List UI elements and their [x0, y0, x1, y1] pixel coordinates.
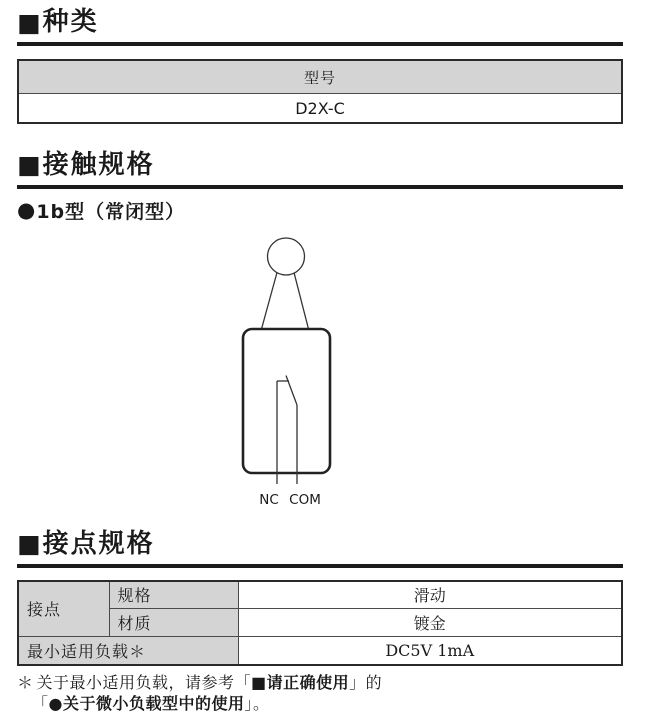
model-value: D2X-C [18, 94, 622, 123]
neck-left-line [262, 272, 278, 329]
section-title-text: 种类 [42, 7, 99, 37]
black-square-icon: ■ [17, 150, 41, 180]
spec-row-value: 滑动 [238, 581, 622, 609]
material-row-label: 材质 [109, 609, 238, 637]
section-title-contact-point-spec [17, 530, 623, 568]
table-row [18, 581, 622, 609]
com-label: COM [289, 491, 321, 508]
model-table [17, 59, 623, 124]
table-row [18, 637, 622, 665]
referenced-section-name: ■请正确使用 [251, 672, 350, 692]
min-load-value: DC5V 1mA [238, 637, 622, 665]
subsection-text: 1b型（常闭型） [36, 200, 186, 223]
switch-body [243, 329, 330, 473]
switch-circuit-diagram [230, 234, 400, 510]
plunger-circle [268, 238, 305, 275]
section-title-types [17, 8, 623, 46]
bullet-icon: ● [17, 198, 36, 223]
black-square-icon: ■ [17, 7, 41, 37]
section-title-text: 接点规格 [42, 528, 155, 559]
normally-closed-switch-drawing [230, 234, 400, 510]
section-title-contact-spec [17, 151, 623, 189]
table-row [18, 60, 622, 94]
min-load-label: 最小适用负载＊ [18, 637, 238, 665]
material-row-value: 镀金 [238, 609, 622, 637]
neck-right-line [294, 272, 309, 329]
model-column-header: 型号 [18, 60, 622, 94]
table-row [18, 94, 622, 123]
footnote-star-marker: ＊ [17, 672, 34, 692]
footnote-star-ref: ＊ [129, 641, 147, 661]
footnote-line-1: ＊ 关于最小适用负载，请参考「■请正确使用」的 [17, 672, 383, 692]
contact-group-label: 接点 [18, 581, 109, 637]
footnote-line-2: 「●关于微小负载型中的使用」。 [32, 693, 270, 713]
section-title-text: 接触规格 [42, 149, 155, 180]
black-square-icon: ■ [17, 529, 41, 559]
footnote [17, 672, 623, 714]
spec-row-label: 规格 [109, 581, 238, 609]
referenced-subsection-name: ●关于微小负载型中的使用 [48, 693, 245, 713]
contact-spec-table [17, 580, 623, 666]
subsection-1b-type [17, 197, 623, 224]
table-row [18, 609, 622, 637]
nc-label: NC [259, 491, 279, 508]
